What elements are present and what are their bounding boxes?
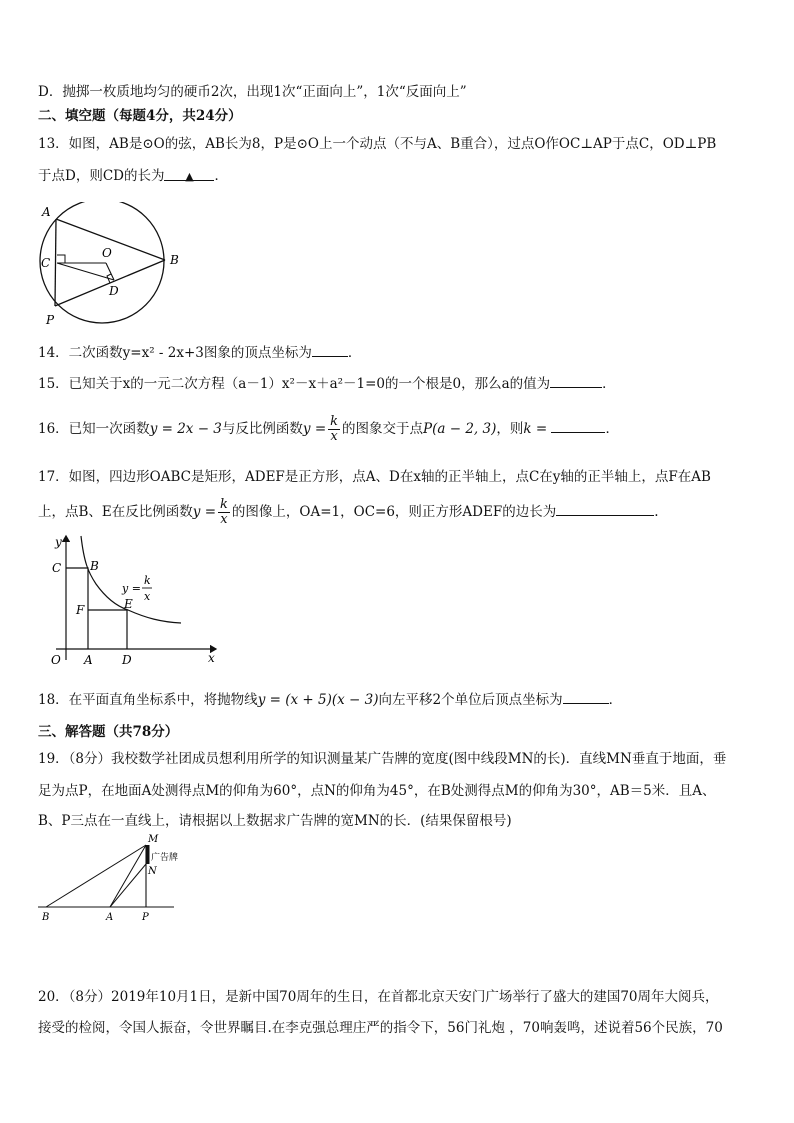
- q20-line1: 20．（8分）2019年10月1日，是新中国70周年的生日，在首都北京天安门广场举行了盛大的建国70周年大阅兵，: [38, 989, 719, 1005]
- label-m: M: [148, 834, 159, 845]
- q16-text-a: 16．已知一次函数: [38, 421, 150, 437]
- q16-point: P(a − 2, 3): [423, 421, 497, 437]
- answer-triangle-icon: ▲: [185, 170, 194, 183]
- q17-line1: 17．如图，四边形OABC是矩形，ADEF是正方形，点A、D在x轴的正半轴上，点C在y轴的正半轴上，点F在AB: [38, 469, 711, 485]
- q14-period: ．: [347, 345, 362, 361]
- section2-title: 二、填空题（每题4分，共24分）: [38, 108, 242, 124]
- label-b: B: [90, 559, 99, 573]
- q16-text-c: 的图象交于点: [342, 421, 424, 437]
- q16-linear-expr: y = 2x − 3: [149, 421, 222, 437]
- label-b: B: [170, 253, 179, 267]
- q17-frac-den: x: [220, 512, 228, 527]
- q16-frac-den: x: [330, 429, 338, 444]
- label-p: P: [142, 912, 149, 923]
- q13-answer-blank: [164, 167, 214, 181]
- q16-frac-num: k: [330, 414, 339, 429]
- q15-period: ．: [602, 376, 616, 392]
- q20-line2: 接受的检阅，令国人振奋，令世界瞩目.在李克强总理庄严的指令下，56门礼炮 ，70响轰鸣，述说着56个民族，70: [38, 1020, 723, 1036]
- line-an: [110, 864, 146, 907]
- q16-k-eq: k =: [523, 421, 548, 437]
- q17-coordinate-figure: [36, 532, 226, 672]
- q16-text-d: ，则: [496, 421, 524, 437]
- label-p: P: [46, 313, 55, 327]
- q19-line1: 19．（8分）我校数学社团成员想利用所学的知识测量某广告牌的宽度(图中线段MN的长)．直线MN垂直于地面，垂: [38, 751, 727, 767]
- q17-line2-text-a: 上，点B、E在反比例函数: [38, 504, 193, 520]
- q16: [38, 414, 619, 444]
- q18-answer-blank: [563, 690, 609, 704]
- q13-line1: 13．如图，AB是⊙O的弦，AB长为8，P是⊙O上一个动点（不与A、B重合），过点O作OC⊥AP于点C，OD⊥PB: [38, 136, 717, 152]
- curve-label-x: x: [144, 590, 151, 603]
- label-e: E: [124, 597, 133, 611]
- q17-fraction: [218, 498, 230, 527]
- q13-line2: [38, 167, 228, 185]
- q15-text: 15．已知关于x的一元二次方程（a－1）x²－x＋a²－1=0的一个根是0，那么a的值为: [38, 376, 551, 392]
- label-d: D: [109, 284, 119, 298]
- q16-y-eq: y =: [302, 421, 327, 437]
- right-angle-c: [57, 255, 65, 263]
- q17-line2-text-b: 的图像上，OA=1，OC=6，则正方形ADEF的边长为: [231, 504, 557, 520]
- chord-ap: [55, 219, 56, 306]
- q17-answer-blank: [556, 502, 654, 516]
- segment-cd: [57, 263, 114, 280]
- q18-period: ．: [608, 692, 623, 708]
- label-o: O: [102, 246, 112, 260]
- curve-label-y-eq: y =: [122, 582, 141, 595]
- square-adef: [88, 610, 127, 649]
- q16-answer-blank: [551, 419, 605, 433]
- label-a: A: [42, 205, 51, 219]
- q18-expr: y = (x + 5)(x − 3): [257, 692, 379, 708]
- label-y: y: [55, 535, 62, 549]
- curve-label-k: k: [144, 574, 151, 587]
- section3-title: 三、解答题（共78分）: [38, 724, 179, 740]
- q17-frac-num: k: [220, 497, 228, 512]
- q13-period: ．: [214, 168, 228, 184]
- label-a: A: [106, 912, 114, 923]
- q16-text-b: 与反比例函数: [221, 421, 303, 437]
- label-c: C: [41, 256, 51, 270]
- q18-text-b: 向左平移2个单位后顶点坐标为: [378, 692, 563, 708]
- label-x: x: [208, 651, 215, 665]
- q13-line2-text: 于点D，则CD的长为: [38, 168, 165, 184]
- label-c: C: [52, 561, 62, 575]
- q18-text-a: 18．在平面直角坐标系中，将抛物线: [38, 692, 258, 708]
- q17-period: .: [654, 504, 659, 520]
- label-f: F: [76, 603, 85, 617]
- q14: [38, 343, 361, 362]
- q18: [38, 690, 622, 709]
- q17-y-eq: y =: [192, 504, 217, 520]
- q19-line2: 足为点P，在地面A处测得点M的仰角为60°，点N的仰角为45°，在B处测得点M的仰角为30°，AB＝5米．且A、: [38, 783, 716, 799]
- q16-fraction: [328, 415, 340, 444]
- q19-figure: [34, 832, 184, 924]
- label-a: A: [84, 653, 93, 667]
- label-b: B: [42, 912, 50, 923]
- line-bm: [46, 845, 146, 907]
- q17-line2: [38, 497, 659, 527]
- label-d: D: [122, 653, 132, 667]
- q13-circle-figure: [36, 202, 186, 330]
- q15-answer-blank: [550, 374, 602, 388]
- sign-label: 广告牌: [151, 853, 179, 863]
- q14-text: 14．二次函数y=x² - 2x+3图象的顶点坐标为: [38, 345, 312, 361]
- q15: [38, 374, 616, 393]
- label-n: N: [148, 866, 157, 877]
- q14-answer-blank: [312, 343, 348, 357]
- q19-line3: B、P三点在一直线上，请根据以上数据求广告牌的宽MN的长．(结果保留根号): [38, 813, 512, 829]
- q16-period: ．: [605, 421, 619, 437]
- label-o: O: [51, 653, 61, 667]
- line-am: [110, 845, 146, 907]
- option-d: D．抛掷一枚质地均匀的硬币2次，出现1次“正面向上”，1次“反面向上”: [38, 84, 467, 100]
